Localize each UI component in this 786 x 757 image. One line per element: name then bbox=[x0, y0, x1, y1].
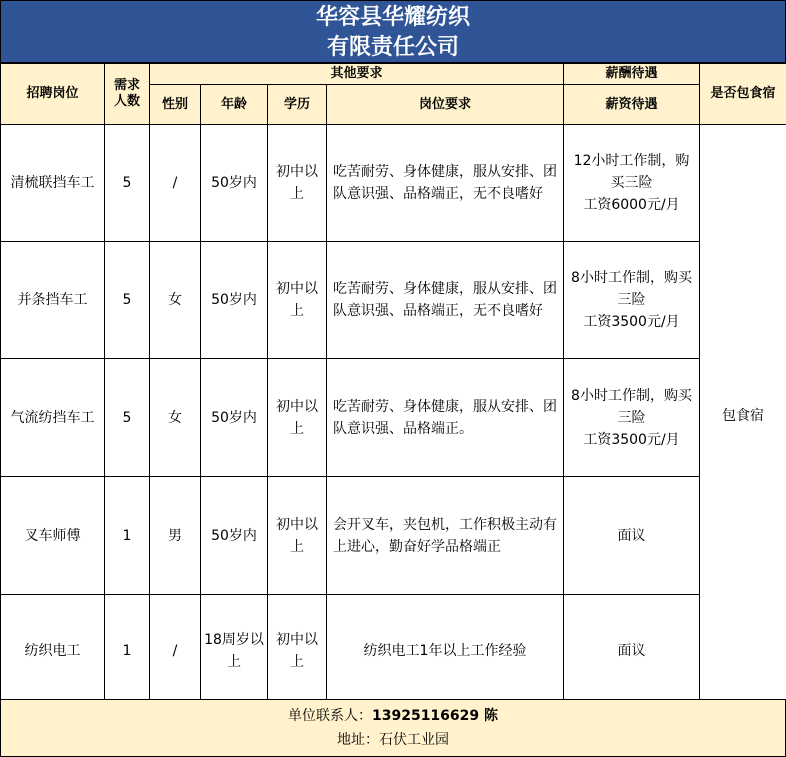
header-count: 需求人数 bbox=[105, 64, 150, 125]
cell-gender: 女 bbox=[150, 359, 201, 477]
table-row bbox=[1, 359, 786, 477]
cell-requirements: 会开叉车，夹包机，工作积极主动有上进心，勤奋好学品格端正 bbox=[327, 477, 564, 595]
cell-salary bbox=[564, 477, 700, 595]
cell-position: 纺织电工 bbox=[1, 595, 105, 708]
header-other-requirements: 其他要求 bbox=[150, 64, 564, 85]
cell-position: 清梳联挡车工 bbox=[1, 125, 105, 242]
cell-age: 50岁内 bbox=[201, 242, 268, 359]
cell-count: 5 bbox=[105, 359, 150, 477]
cell-salary bbox=[564, 359, 700, 477]
cell-position: 并条挡车工 bbox=[1, 242, 105, 359]
table-row bbox=[1, 242, 786, 359]
contact-phone: 13925116629 陈 bbox=[371, 708, 499, 724]
cell-education: 初中以上 bbox=[268, 477, 327, 595]
cell-gender: / bbox=[150, 595, 201, 708]
header-salary: 薪资待遇 bbox=[564, 85, 700, 125]
cell-requirements: 吃苦耐劳、身体健康，服从安排、团队意识强、品格端正，无不良嗜好 bbox=[327, 125, 564, 242]
salary-terms: 12小时工作制，购买三险 bbox=[573, 153, 690, 191]
cell-education: 初中以上 bbox=[268, 359, 327, 477]
header-position: 招聘岗位 bbox=[1, 64, 105, 125]
cell-gender: 女 bbox=[150, 242, 201, 359]
salary-amount: 工资3500元/月 bbox=[583, 431, 680, 448]
table-row bbox=[1, 477, 786, 595]
cell-education: 初中以上 bbox=[268, 595, 327, 708]
contact-line bbox=[1, 704, 785, 728]
cell-requirements: 纺织电工1年以上工作经验 bbox=[327, 595, 564, 708]
cell-count: 5 bbox=[105, 125, 150, 242]
cell-education: 初中以上 bbox=[268, 125, 327, 242]
header-pay-group: 薪酬待遇 bbox=[564, 64, 700, 85]
cell-age: 18周岁以上 bbox=[201, 595, 268, 708]
cell-salary bbox=[564, 595, 700, 708]
header-age: 年龄 bbox=[201, 85, 268, 125]
salary-terms: 面议 bbox=[617, 643, 646, 659]
salary-amount: 工资6000元/月 bbox=[583, 197, 680, 213]
cell-count: 5 bbox=[105, 242, 150, 359]
salary-terms: 8小时工作制，购买三险 bbox=[571, 270, 692, 308]
salary-amount: 工资3500元/月 bbox=[583, 314, 680, 330]
header-requirements: 岗位要求 bbox=[327, 85, 564, 125]
cell-gender: 男 bbox=[150, 477, 201, 595]
table-row bbox=[1, 595, 786, 708]
salary-terms: 8小时工作制，购买三险 bbox=[571, 387, 692, 426]
cell-count: 1 bbox=[105, 595, 150, 708]
table-row bbox=[1, 125, 786, 242]
cell-position: 叉车师傅 bbox=[1, 477, 105, 595]
cell-requirements: 吃苦耐劳、身体健康，服从安排、团队意识强、品格端正。 bbox=[327, 359, 564, 477]
cell-age: 50岁内 bbox=[201, 125, 268, 242]
salary-terms: 面议 bbox=[617, 527, 646, 544]
cell-salary bbox=[564, 242, 700, 359]
cell-salary bbox=[564, 125, 700, 242]
cell-position: 气流纺挡车工 bbox=[1, 359, 105, 477]
contact-footer bbox=[0, 699, 786, 757]
header-row-group bbox=[1, 64, 786, 85]
header-gender: 性别 bbox=[150, 85, 201, 125]
cell-requirements: 吃苦耐劳、身体健康，服从安排、团队意识强、品格端正，无不良嗜好 bbox=[327, 242, 564, 359]
contact-label: 单位联系人： bbox=[287, 708, 372, 724]
company-title-line2: 有限责任公司 bbox=[326, 35, 459, 60]
cell-board: 包食宿 bbox=[700, 125, 786, 708]
cell-age: 50岁内 bbox=[201, 359, 268, 477]
cell-count: 1 bbox=[105, 477, 150, 595]
company-title bbox=[0, 0, 786, 63]
cell-age: 50岁内 bbox=[201, 477, 268, 595]
cell-education: 初中以上 bbox=[268, 242, 327, 359]
job-table bbox=[0, 63, 786, 708]
header-board: 是否包食宿 bbox=[700, 64, 786, 125]
header-education: 学历 bbox=[268, 85, 327, 125]
cell-gender: / bbox=[150, 125, 201, 242]
company-title-line1: 华容县华耀纺织 bbox=[315, 5, 470, 30]
address-line: 地址：石伏工业园 bbox=[337, 732, 449, 748]
